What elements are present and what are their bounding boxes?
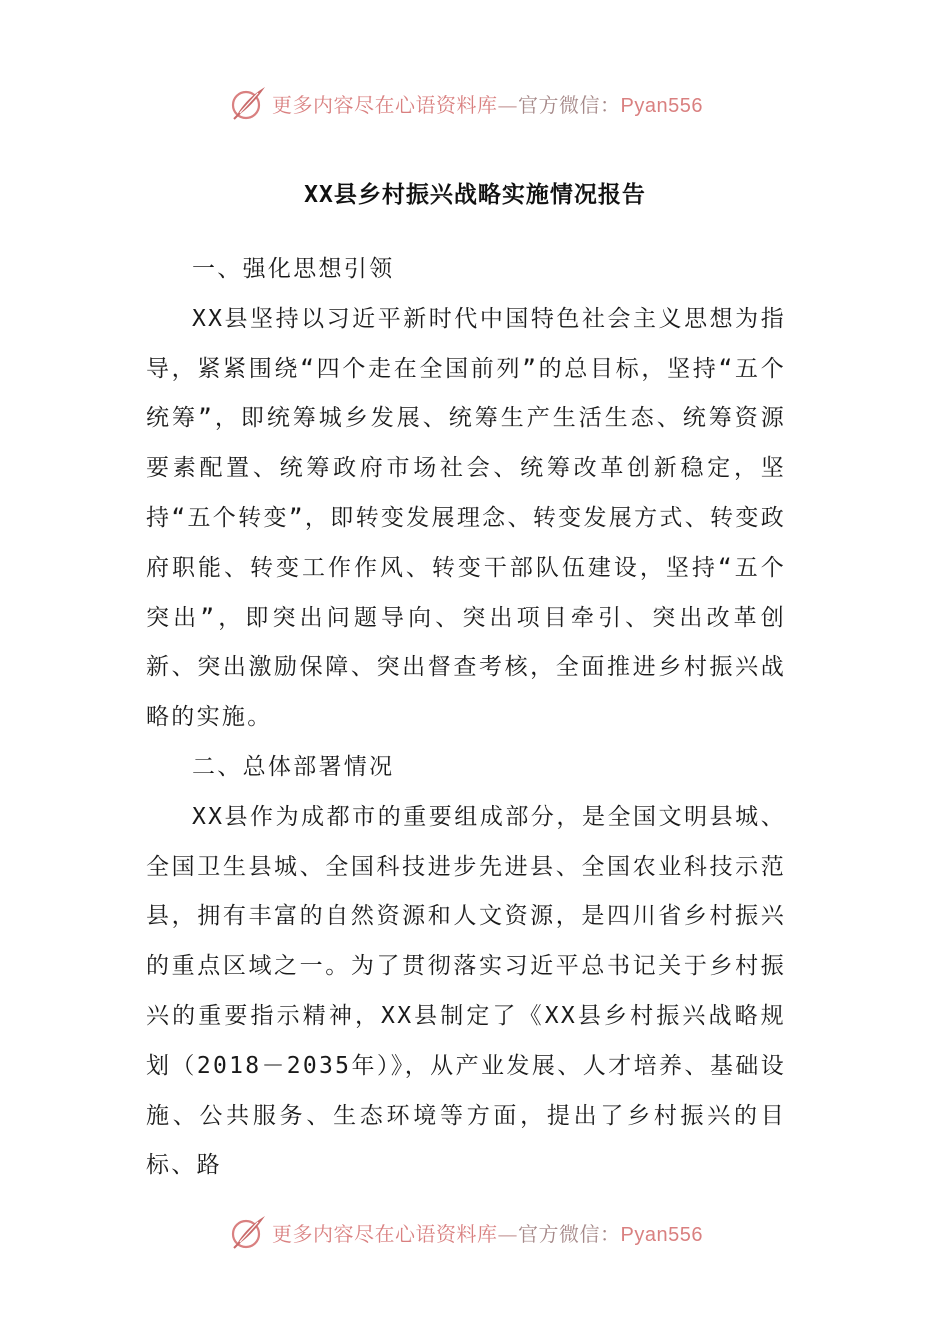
watermark-banner-bottom	[0, 1207, 950, 1257]
quill-logo-icon	[228, 83, 268, 123]
watermark-site-text: 更多内容尽在心语资料库	[272, 92, 498, 117]
watermark-wechat-label: 官方微信：	[518, 1221, 621, 1246]
watermark-content	[228, 78, 703, 128]
watermark-wechat-id: Pyan556	[620, 94, 703, 117]
section-heading-2: 二、总体部署情况	[192, 753, 395, 780]
section-paragraph-2: XX县作为成都市的重要组成部分，是全国文明县城、全国卫生县城、全国科技进步先进县、全国农业科技示范县，拥有丰富的自然资源和人文资源，是四川省乡村振兴的重点区域之一。为了贯彻落实习近平总书记关于乡村振兴的重要指示精神，XX县制定了《XX县乡村振兴战略规划（2018－2035年）》，从产业发展、人才培养、基础设施、公共服务、生态环境等方面，提出了乡村振兴的目标、路	[146, 803, 786, 1179]
document-body	[146, 245, 786, 1191]
document-title: XX县乡村振兴战略实施情况报告	[304, 182, 646, 208]
section-paragraph-1: XX县坚持以习近平新时代中国特色社会主义思想为指导，紧紧围绕“四个走在全国前列”的总目标，坚持“五个统筹”，即统筹城乡发展、统筹生产生活生态、统筹资源要素配置、统筹政府市场社会、统筹改革创新稳定，坚持“五个转变”，即转变发展理念、转变发展方式、转变政府职能、转变工作作风、转变干部队伍建设，坚持“五个突出”，即突出问题导向、突出项目牵引、突出改革创新、突出激励保障、突出督查考核，全面推进乡村振兴战略的实施。	[146, 305, 786, 731]
watermark-separator: —	[497, 1221, 518, 1246]
watermark-content	[228, 1207, 703, 1257]
quill-logo-icon	[228, 1212, 268, 1252]
watermark-banner-top	[0, 78, 950, 128]
watermark-site-text: 更多内容尽在心语资料库	[272, 1221, 498, 1246]
section-heading-1: 一、强化思想引领	[192, 256, 395, 282]
watermark-wechat-id: Pyan556	[620, 1223, 703, 1246]
watermark-text	[272, 89, 703, 118]
watermark-wechat-label: 官方微信：	[518, 92, 621, 117]
watermark-text	[272, 1218, 703, 1247]
watermark-separator: —	[497, 92, 518, 117]
